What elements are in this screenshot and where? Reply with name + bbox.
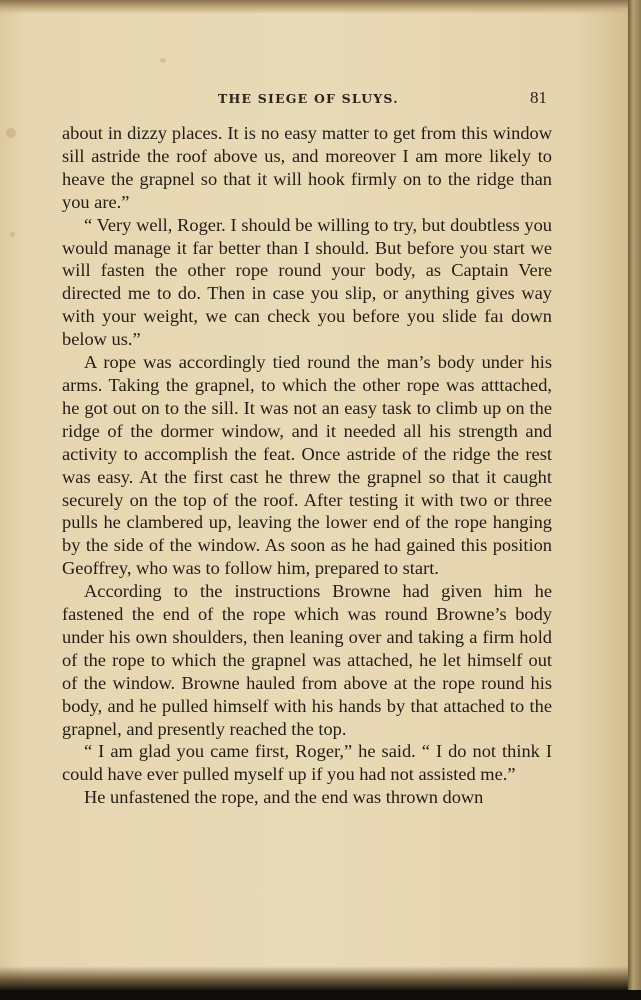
- paragraph: “ I am glad you came first, Roger,” he said. “ I do not think I could have ever pulled myself up if you had not assisted me.”: [62, 741, 552, 785]
- body-text: [62, 122, 552, 809]
- paragraph: “ Very well, Roger. I should be willing to try, but doubtless you would manage it far better than I should. But before you start we will fasten the other rope round your body, as Captain Vere directed me to do. Then in case you slip, or anything gives way with your weight, we can check you before you slide faı down below us.”: [62, 214, 552, 350]
- paragraph: about in dizzy places. It is no easy matter to get from this window sill astride the roof above us, and moreover I am more likely to heave the grapnel so that it will hook firmly on to the ridge than you are.”: [62, 123, 552, 212]
- paragraph: According to the instructions Browne had given him he fastened the end of the rope which was round Browne’s body under his own shoulders, then leaning over and taking a firm hold of the rope to which the grapnel was attached, he let himself out of the window. Browne hauled from above at the rope round his body, and he pulled himself with his hands by that attached to the grapnel, and presently reached the top.: [62, 581, 552, 739]
- paper-stain: [160, 58, 166, 63]
- paper-stain: [10, 232, 15, 237]
- page-number: 81: [530, 88, 547, 107]
- scan-border: [0, 990, 641, 1000]
- paragraph: A rope was accordingly tied round the man’s body under his arms. Taking the grapnel, to which the other rope was atttached, he got out on to the sill. It was not an easy task to climb up on the ridge of the dormer window, and it needed all his strength and activity to accomplish the feat. Once astride of the ridge the rest was easy. At the first cast he threw the grapnel so that it caught securely on the top of the roof. After testing it with two or three pulls he clambered up, leaving the lower end of the rope hanging by the side of the window. As soon as he had gained this position Geoffrey, who was to follow him, prepared to start.: [62, 352, 552, 579]
- page-edge: [628, 0, 641, 1000]
- running-head: THE SIEGE OF SLUYS.: [218, 91, 399, 106]
- paragraph: He unfastened the rope, and the end was thrown down: [84, 787, 484, 808]
- paper-stain: [6, 128, 16, 138]
